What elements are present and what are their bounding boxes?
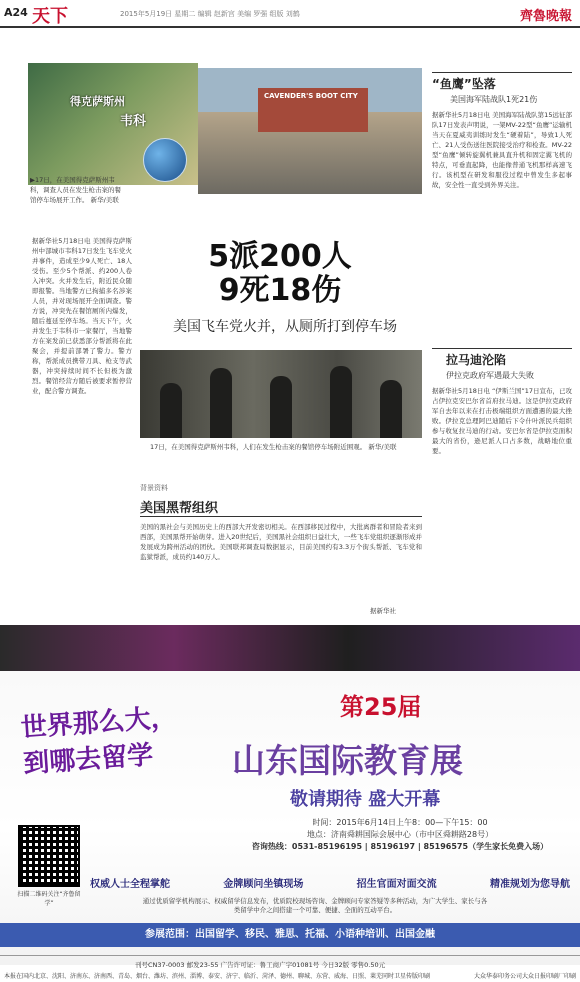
background-body: 美国的黑社会与美国历史上的西部大开发密切相关。在西部移民过程中，大批离群者和冒险者来到西部，美国黑帮开始萌芽。进入20世纪后，美国黑社会组织日益壮大，一些飞车党组织逐渐形成并发展成为跨州活动的团伙。美国联邦调查局数据显示，目前美国约有3.3万个街头帮派、飞车党和监狱帮派，成员约140万人。 [140,523,422,561]
ad-venue: 地点：济南舜耕国际会展中心（市中区舜耕路28号） [306,830,494,839]
divider [432,72,572,73]
lead-story-body: 据新华社5月18日电 美国得克萨斯州中部城市韦科17日发生飞车党火并事件，造成至少9人死亡、18人受伤。至少5个帮派、约200人卷入冲突。火并发生后，附近民众随即报警。当地警方已拘捕多名涉案人员，并对现场展开全面调查。警方说，冲突先在餐馆厕所内爆发，随后蔓延至停车场。当天下午，火并发生于韦科市一家餐厅，当地警方在案发前已获悉部分帮派将在此聚会，并提前部署了警力。警方称，帮派成员携带刀具、枪支等武器，冲突持续时间不长但极为激烈。餐馆经营方随后被要求暂停营业，配合警方调查。 [32,237,132,395]
qr-label: 扫描二维码关注“齐鲁留学” [17,891,81,907]
page-number: A24 [4,6,28,19]
background-label: 背景资料 [140,484,168,492]
feature-item: 招生官面对面交流 [356,879,437,890]
page-footer [0,955,580,982]
ad-time: 时间：2015年6月14日上午8：00—下午15：00 [312,818,488,827]
ad-slogan [20,700,181,783]
feature-item: 金牌顾问坐镇现场 [223,879,304,890]
map-city-label: 韦科 [120,114,147,129]
lead-headline [160,240,400,308]
ad-note: 通过优质留学机构展示、权威留学信息发布，优质院校现场咨询、金牌顾问专家答疑等多种活动，为广大学生、家长与各类留学中介之间搭建一个可靠、便捷、全面的互动平台。 [142,897,488,914]
footer-print-locations: 本报在国内北京、沈阳、济南东、济南西、青岛、烟台、潍坊、滨州、淄博、泰安、济宁、临沂、菏泽、德州、聊城、东营、威海、日照、莱芜同时卫星传版印刷 [4,973,431,980]
ad-ink-banner [0,625,580,671]
footer-publication-info: 刊号CN37-0003 邮发23-55 广告许可证：鲁工商广字01081号 今日32版 零售0.50元 [135,961,386,969]
story2-subtitle: 伊拉克政府军遇最大失败 [446,371,534,380]
header-meta: 2015年5月19日 星期二 编辑 赵新宫 美编 罗强 组版 刘鹤 [120,10,300,18]
person-silhouette [210,368,232,438]
person-silhouette [380,380,402,438]
bikers-photo-caption: 17日，在美国得克萨斯州韦科，人们在发生枪击案的餐馆停车场附近围观。 新华/美联 [150,443,397,451]
globe-icon [143,138,187,182]
feature-item: 精准规划为您导航 [489,879,570,890]
map-caption: ▶17日，在美国得克萨斯州韦科，调查人员在发生枪击案的餐馆停车场展开工作。 新华/美联 [30,176,121,204]
ad-tagline: 敬请期待 盛大开幕 [290,789,441,810]
ad-phone: 咨询热线：0531-85196195 | 85196197 | 85196575（学生家长免费入场） [251,842,549,851]
section-title: 天下 [32,6,68,27]
crime-scene-photo [198,68,422,194]
store-sign: CAVENDER'S BOOT CITY [264,92,358,100]
ad-features [90,875,570,890]
qr-code-icon[interactable] [18,825,80,887]
story1-body: 据新华社5月18日电 美国海军陆战队第15远征部队17日发表声明说，一架MV-22型“鱼鹰”运输机当天在夏威夷训练时发生“硬着陆”，导致1人死亡、21人受伤送往医院接受治疗和检查。MV-22型“鱼鹰”倾转旋翼机兼具直升机和固定翼飞机的特点，可垂直起降，也能像普通飞机那样高速飞行。该机型在研发和服役过程中曾发生多起事故，安全性一直受到外界关注。 [432,111,572,189]
page-header [0,0,580,28]
story1-title: “鱼鹰”坠落 [432,77,496,91]
slogan-line-1: 世界那么大， [19,702,178,744]
education-expo-ad [0,625,580,965]
story2-body: 据新华社5月18日电 “伊斯兰国”17日宣布，已攻占伊拉克安巴尔省首府拉马迪。这是伊拉克政府军自去年以来在打击极端组织方面遭遇的最大挫败。伊拉克总理阿巴迪随后下令什叶派民兵组织参与收复拉马迪的行动。安巴尔省是伊拉克面积最大的省份，逊尼派人口占多数，战略地位重要。 [432,387,572,455]
texas-map-image [28,63,198,185]
footer-printer: 大众华泰印务公司大众日报印刷厂印刷 [473,973,576,980]
headline-line-1: 5派200人 [208,239,352,274]
divider [140,516,422,517]
masthead-logo: 齊魯晚報 [519,9,572,24]
feature-item: 权威人士全程掌舵 [90,879,170,890]
footer-print-info [4,971,576,980]
bikers-photo [140,350,422,438]
map-state-label: 得克萨斯州 [70,95,125,108]
ad-title: 山东国际教育展 [232,741,463,780]
ad-scope-banner: 参展范围：出国留学、移民、雅思、托福、小语种培训、出国金融 [0,923,580,947]
background-credit: 据新华社 [370,607,396,615]
lead-subhead: 美国飞车党火并，从厕所打到停车场 [173,319,397,335]
ad-edition: 第25届 [340,693,422,721]
background-title: 美国黑帮组织 [140,501,219,516]
ad-details [250,817,550,853]
person-silhouette [270,376,292,438]
story2-title: 拉马迪沦陷 [446,353,507,367]
person-silhouette [160,383,182,438]
headline-line-2: 9死18伤 [218,273,342,308]
story1-subtitle: 美国海军陆战队1死21伤 [450,95,538,104]
person-silhouette [330,366,352,438]
slogan-line-2: 到哪去留学 [22,740,155,780]
divider [432,348,572,349]
